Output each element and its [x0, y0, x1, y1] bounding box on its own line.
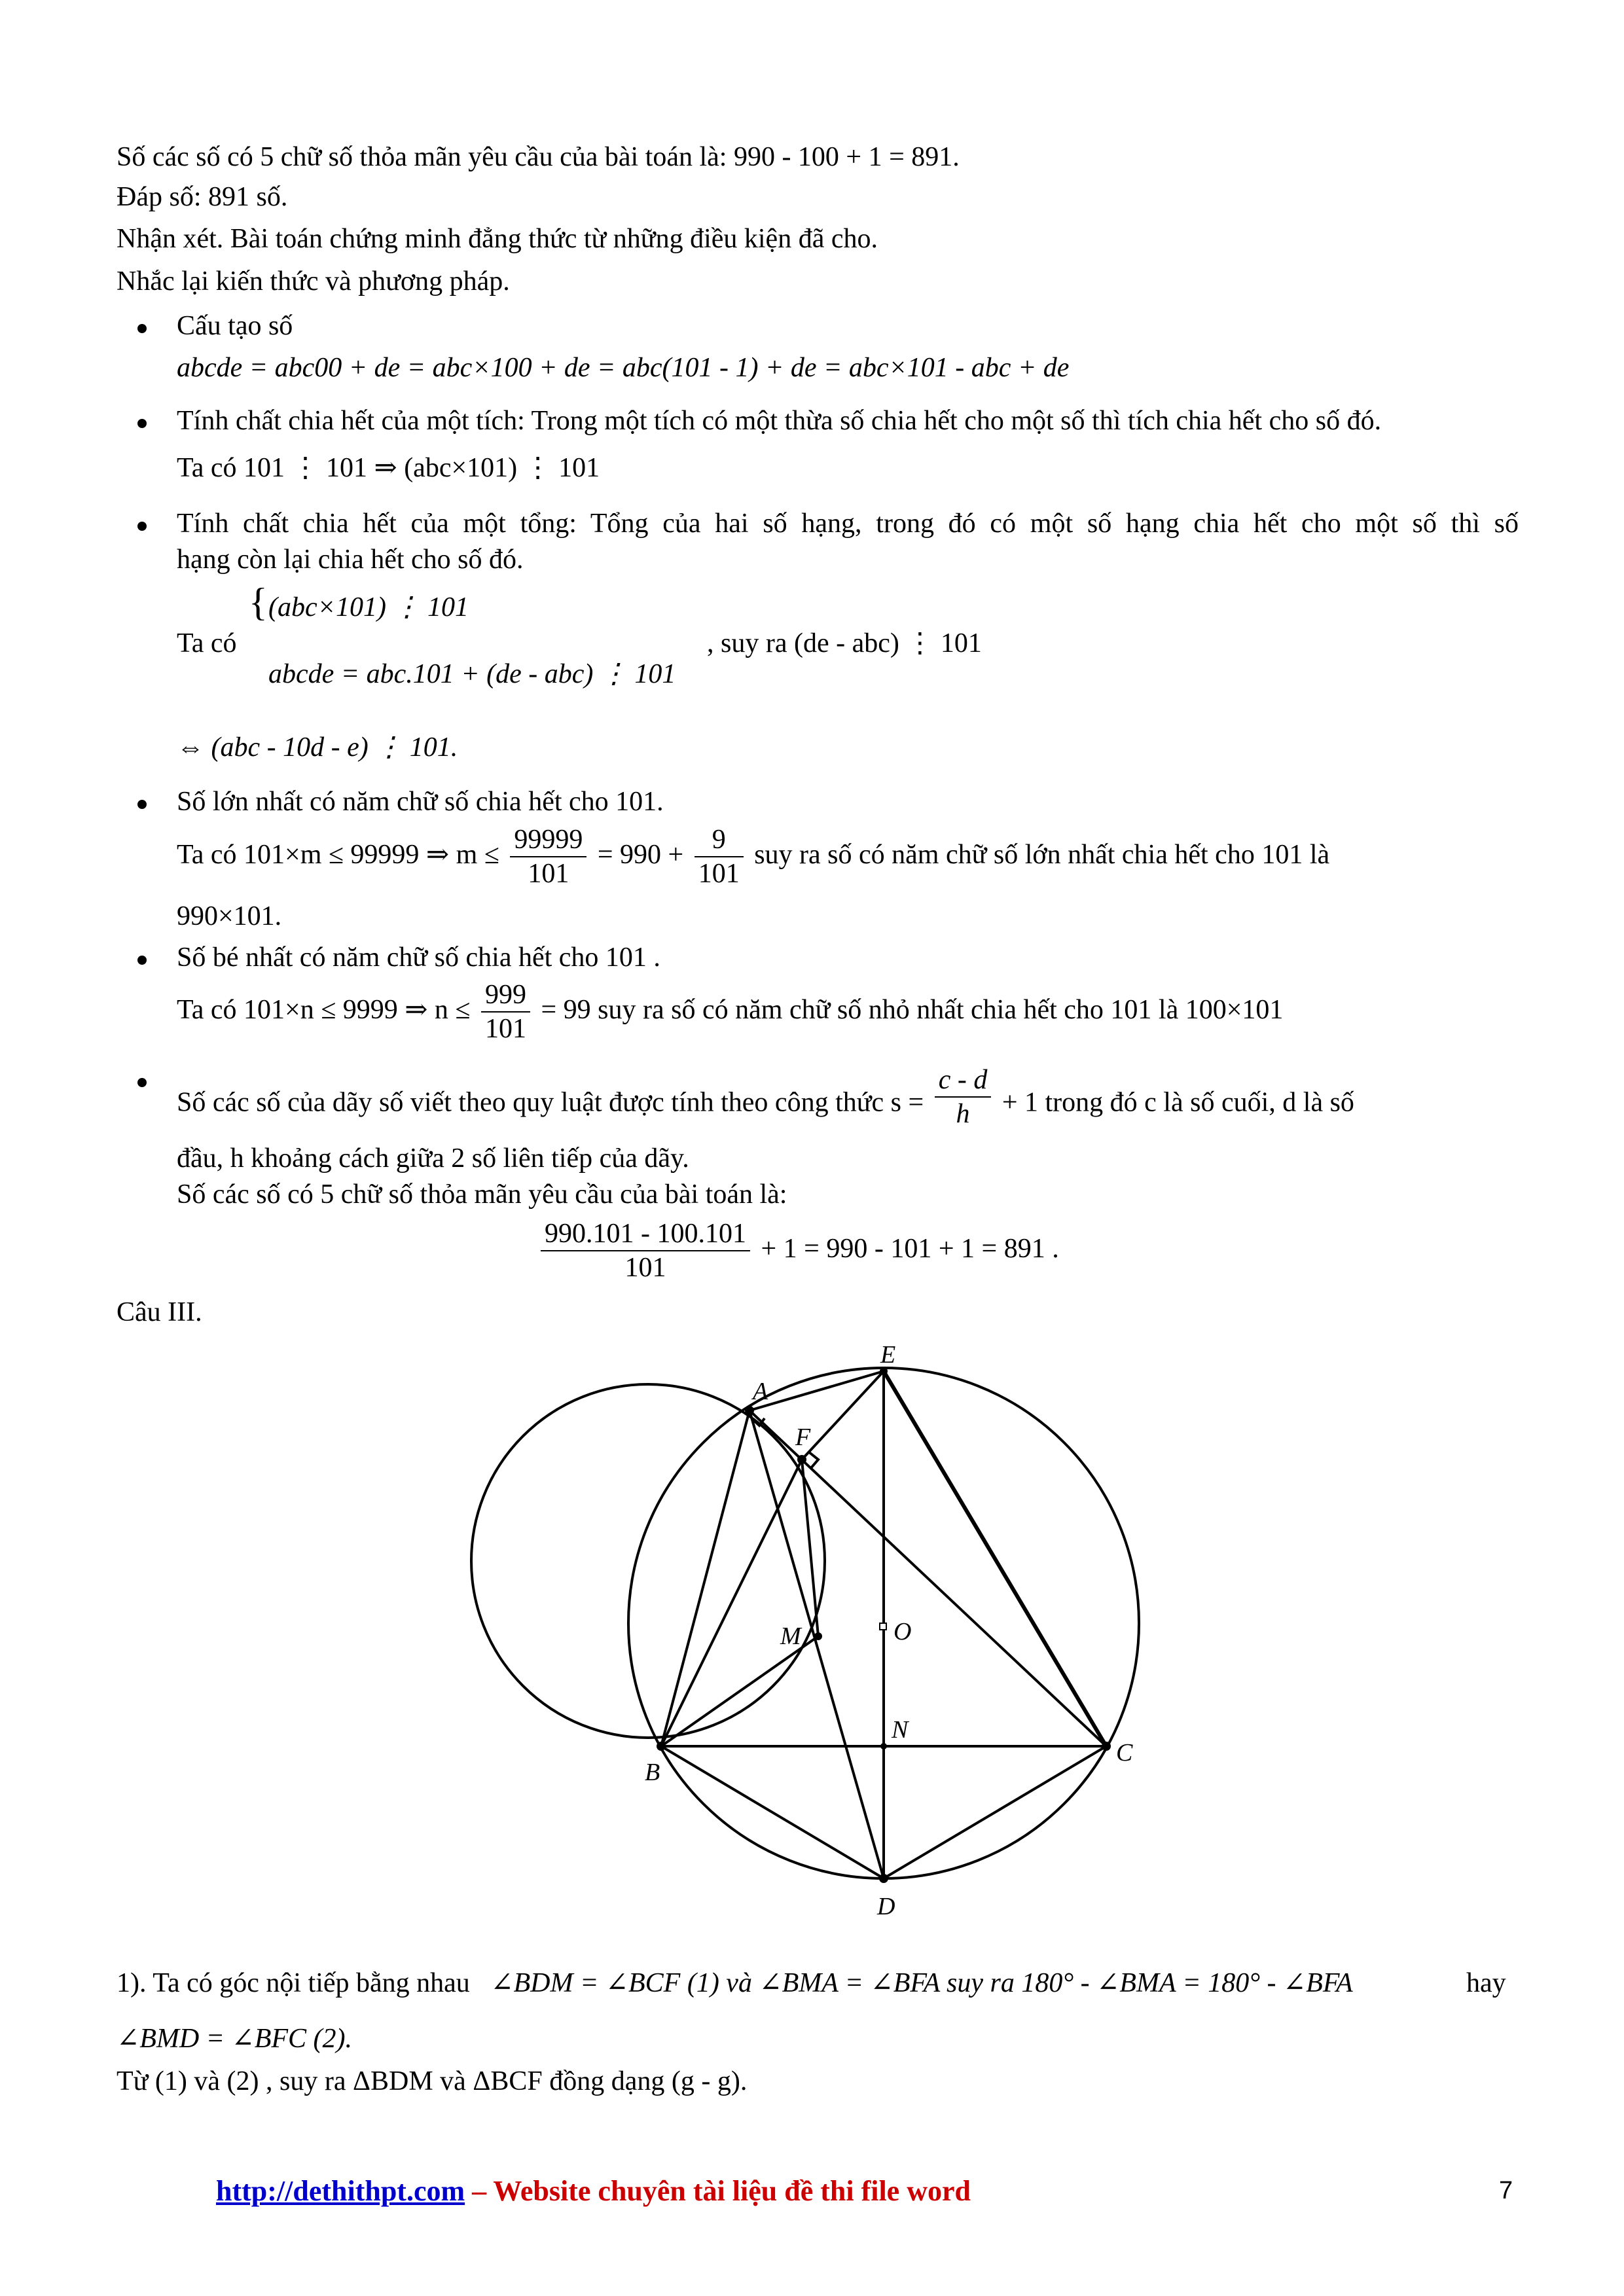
text-line: Số các số có 5 chữ số thỏa mãn yêu cầu của bài toán là: 990 - 100 + 1 = 891. — [117, 142, 960, 172]
formula: abcde = abc.101 + (de - abc) ⋮ 101 — [268, 659, 676, 689]
formula: + 1 = 990 - 101 + 1 = 891 . — [761, 1234, 1059, 1265]
fraction: $\frac{990.101 - 100.101}{101}$ — [541, 1217, 750, 1285]
formula: Ta có 101×n ≤ 9999 ⇒ n ≤ — [177, 995, 471, 1026]
text: hay — [1466, 1968, 1506, 1998]
segment-AB — [661, 1410, 749, 1746]
label-A: A — [753, 1378, 768, 1405]
label-O: O — [893, 1618, 912, 1645]
text: + 1 trong đó c là số cuối, d là số — [1001, 1087, 1354, 1118]
label-N: N — [892, 1716, 909, 1744]
text-line — [117, 1967, 1353, 2000]
formula-line — [537, 1217, 1059, 1285]
text: Số các số của dãy số viết theo quy luật được tính theo công thức s = — [177, 1087, 924, 1118]
formula: 990×101. — [177, 901, 282, 931]
footer-text: – Website chuyên tài liệu đề thi file word — [465, 2175, 971, 2207]
circle-small — [471, 1384, 825, 1738]
bullet-item: Tính chất chia hết của một tổng: Tổng của hai số hạng, trong đó có một số hạng chia hết cho một số thì số — [177, 507, 1519, 540]
text-line: hạng còn lại chia hết cho số đó. — [177, 545, 524, 575]
formula: , suy ra (de - abc) ⋮ 101 — [707, 628, 982, 658]
segment-AD — [749, 1410, 884, 1878]
formula: ∠BMD = ∠BFC (2). — [117, 2024, 352, 2054]
segment-CD — [884, 1746, 1106, 1878]
text: 1). Ta có góc nội tiếp bằng nhau — [117, 1968, 470, 1998]
formula: (abc×101) ⋮ 101 — [268, 592, 469, 622]
geometry-figure — [445, 1322, 1152, 1924]
bullet-item — [177, 1064, 1354, 1131]
text-line: Nhắc lại kiến thức và phương pháp. — [117, 266, 510, 296]
text-line: Nhận xét. Bài toán chứng minh đẳng thức từ những điều kiện đã cho. — [117, 224, 878, 254]
formula-line — [177, 823, 1329, 891]
formula: Ta có 101 ⋮ 101 ⇒ (abc×101) ⋮ 101 — [177, 453, 600, 483]
segment-EC — [884, 1371, 1106, 1746]
text-line: Số các số có 5 chữ số thỏa mãn yêu cầu của bài toán là: — [177, 1179, 787, 1210]
section-title: Câu III. — [117, 1297, 202, 1327]
text-line: Từ (1) và (2) , suy ra ΔBDM và ΔBCF đồng dạng (g - g). — [117, 2066, 748, 2096]
fraction: $\frac{99999}{101}$ — [510, 823, 586, 891]
bullet-item: Số lớn nhất có năm chữ số chia hết cho 101. — [177, 785, 664, 818]
text-line: Ta có — [177, 628, 237, 658]
label-D: D — [877, 1893, 895, 1920]
bullet-item: Cấu tạo số — [177, 310, 293, 342]
segment-BF — [661, 1460, 802, 1746]
text: = 99 suy ra số có năm chữ số nhỏ nhất chia hết cho 101 là 100×101 — [541, 995, 1284, 1026]
label-F: F — [795, 1424, 811, 1451]
formula: ∠BDM = ∠BCF (1) và ∠BMA = ∠BFA suy ra 180° - ∠BMA = 180° - ∠BFA — [490, 1968, 1353, 1998]
formula-line — [177, 978, 1283, 1046]
bullet-item: Tính chất chia hết của một tích: Trong một tích có một thừa số chia hết cho một số thì tích chia hết cho số đó. — [177, 404, 1381, 437]
segment-FM — [802, 1460, 818, 1636]
fraction: $\frac{c - d}{h}$ — [935, 1064, 992, 1131]
formula: ⇔ (abc - 10d - e) ⋮ 101. — [177, 732, 458, 762]
page-number: 7 — [1499, 2177, 1513, 2204]
system-brace: { — [249, 581, 268, 624]
fraction: $\frac{9}{101}$ — [695, 823, 744, 891]
formula: Ta có 101×m ≤ 99999 ⇒ m ≤ — [177, 840, 499, 870]
label-C: C — [1116, 1739, 1133, 1767]
formula: = 990 + — [597, 840, 684, 870]
footer-link[interactable]: http://dethithpt.com — [216, 2175, 465, 2207]
label-E: E — [880, 1341, 896, 1369]
bullet-item: Số bé nhất có năm chữ số chia hết cho 101 . — [177, 941, 660, 974]
text-line: Đáp số: 891 số. — [117, 182, 288, 212]
label-M: M — [780, 1623, 801, 1650]
fraction: $\frac{999}{101}$ — [481, 978, 530, 1046]
formula: abcde = abc00 + de = abc×100 + de = abc(101 - 1) + de = abc×101 - abc + de — [177, 353, 1070, 383]
footer — [216, 2174, 971, 2209]
label-B: B — [645, 1759, 660, 1786]
text: suy ra số có năm chữ số lớn nhất chia hết cho 101 là — [754, 840, 1330, 870]
text-line: đầu, h khoảng cách giữa 2 số liên tiếp của dãy. — [177, 1143, 689, 1174]
